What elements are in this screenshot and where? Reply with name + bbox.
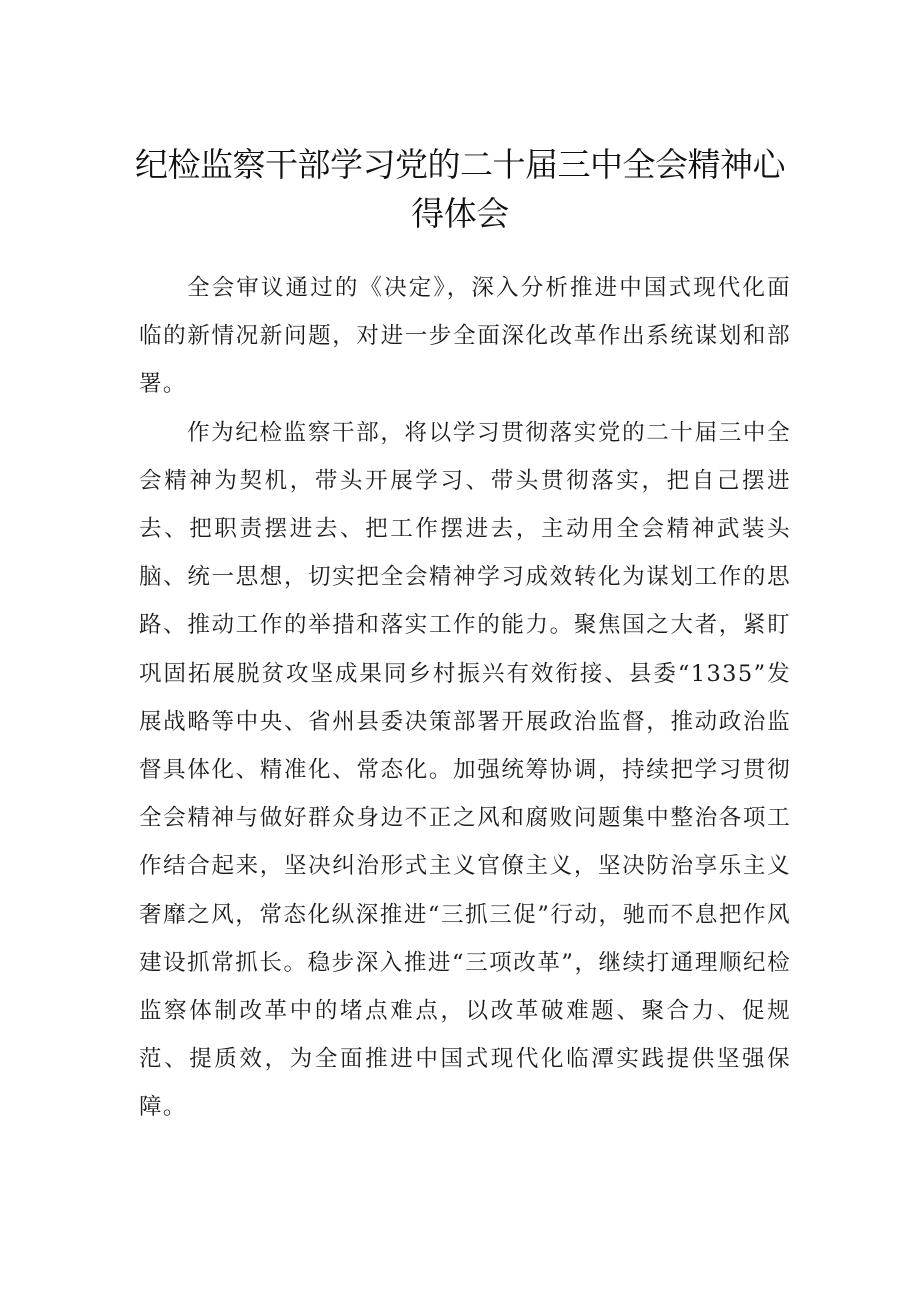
document-title: 纪检监察干部学习党的二十届三中全会精神心得体会 (135, 145, 785, 233)
paragraph-1: 全会审议通过的《决定》，深入分析推进中国式现代化面临的新情况新问题，对进一步全面深化改革作出系统谋划和部署。 (139, 275, 791, 398)
document-body (139, 264, 791, 1132)
paragraph-2: 作为纪检监察干部，将以学习贯彻落实党的二十届三中全会精神为契机，带头开展学习、带头贯彻落实，把自己摆进去、把职责摆进去、把工作摆进去，主动用全会精神武装头脑、统一思想，切实把全会精神学习成效转化为谋划工作的思路、推动工作的举措和落实工作的能力。聚焦国之大者，紧盯巩固拓展脱贫攻坚成果同乡村振兴有效衔接、县委“1335”发展战略等中央、省州县委决策部署开展政治监督，推动政治监督具体化、精准化、常态化。加强统筹协调，持续把学习贯彻全会精神与做好群众身边不正之风和腐败问题集中整治各项工作结合起来，坚决纠治形式主义官僚主义，坚决防治享乐主义奢靡之风，常态化纵深推进“三抓三促”行动，驰而不息把作风建设抓常抓长。稳步深入推进“三项改革”，继续打通理顺纪检监察体制改革中的堵点难点，以改革破难题、聚合力、促规范、提质效，为全面推进中国式现代化临潭实践提供坚强保障。 (139, 419, 791, 1121)
